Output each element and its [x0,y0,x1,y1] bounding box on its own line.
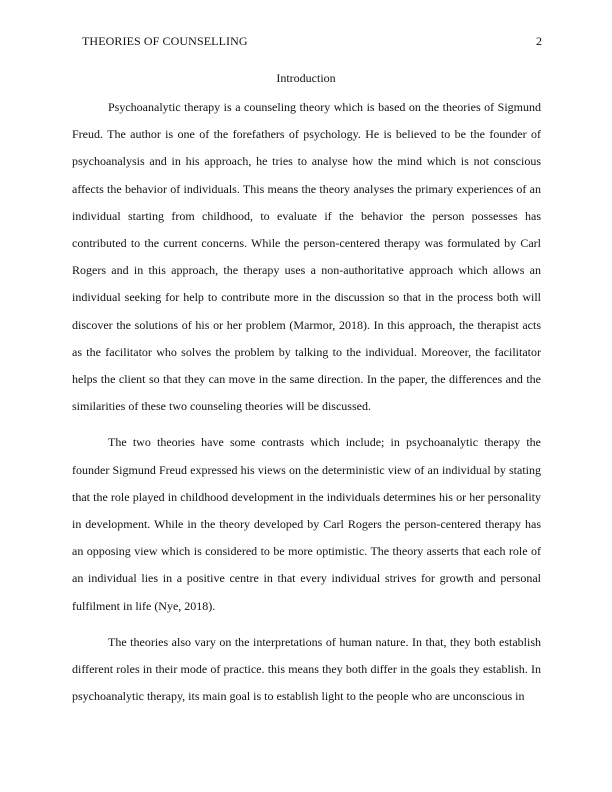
paragraph-introduction: Psychoanalytic therapy is a counseling theory which is based on the theories of Sigmund Freud. The author is one of the forefathers of psychology. He is believed to be the founder of psychoanalysis and in his approach, he tries to analyse how the mind which is not conscious affects the behavior of individuals. This means the theory analyses the primary experiences of an individual starting from childhood, to evaluate if the behavior the person possesses has contributed to the current concerns. While the person-centered therapy was formulated by Carl Rogers and in this approach, the therapy uses a non-authoritative approach which allows an individual seeking for help to contribute more in the discussion so that in the process both will discover the solutions of his or her problem (Marmor, 2018). In this approach, the therapist acts as the facilitator who solves the problem by talking to the individual. Moreover, the facilitator helps the client so that they can move in the same direction. In the paper, the differences and the similarities of these two counseling theories will be discussed. [72,100,541,414]
body-text [72,94,541,710]
page-number: 2 [536,34,542,48]
section-heading: Introduction [276,71,336,85]
paragraph-human-nature: The theories also vary on the interpretations of human nature. In that, they both establish different roles in their mode of practice. this means they both differ in the goals they establish. In psychoanalytic therapy, its main goal is to establish light to the people who are unconscious in [72,634,541,704]
running-head: THEORIES OF COUNSELLING [82,34,248,48]
paragraph-contrasts: The two theories have some contrasts which include; in psychoanalytic therapy the founder Sigmund Freud expressed his views on the deterministic view of an individual by stating that the role played in childhood development in the individuals determines his or her personality in development. While in the theory developed by Carl Rogers the person-centered therapy has an opposing view which is considered to be more optimistic. The theory asserts that each role of an individual lies in a positive centre in that every individual strives for growth and personal fulfilment in life (Nye, 2018). [72,435,541,613]
